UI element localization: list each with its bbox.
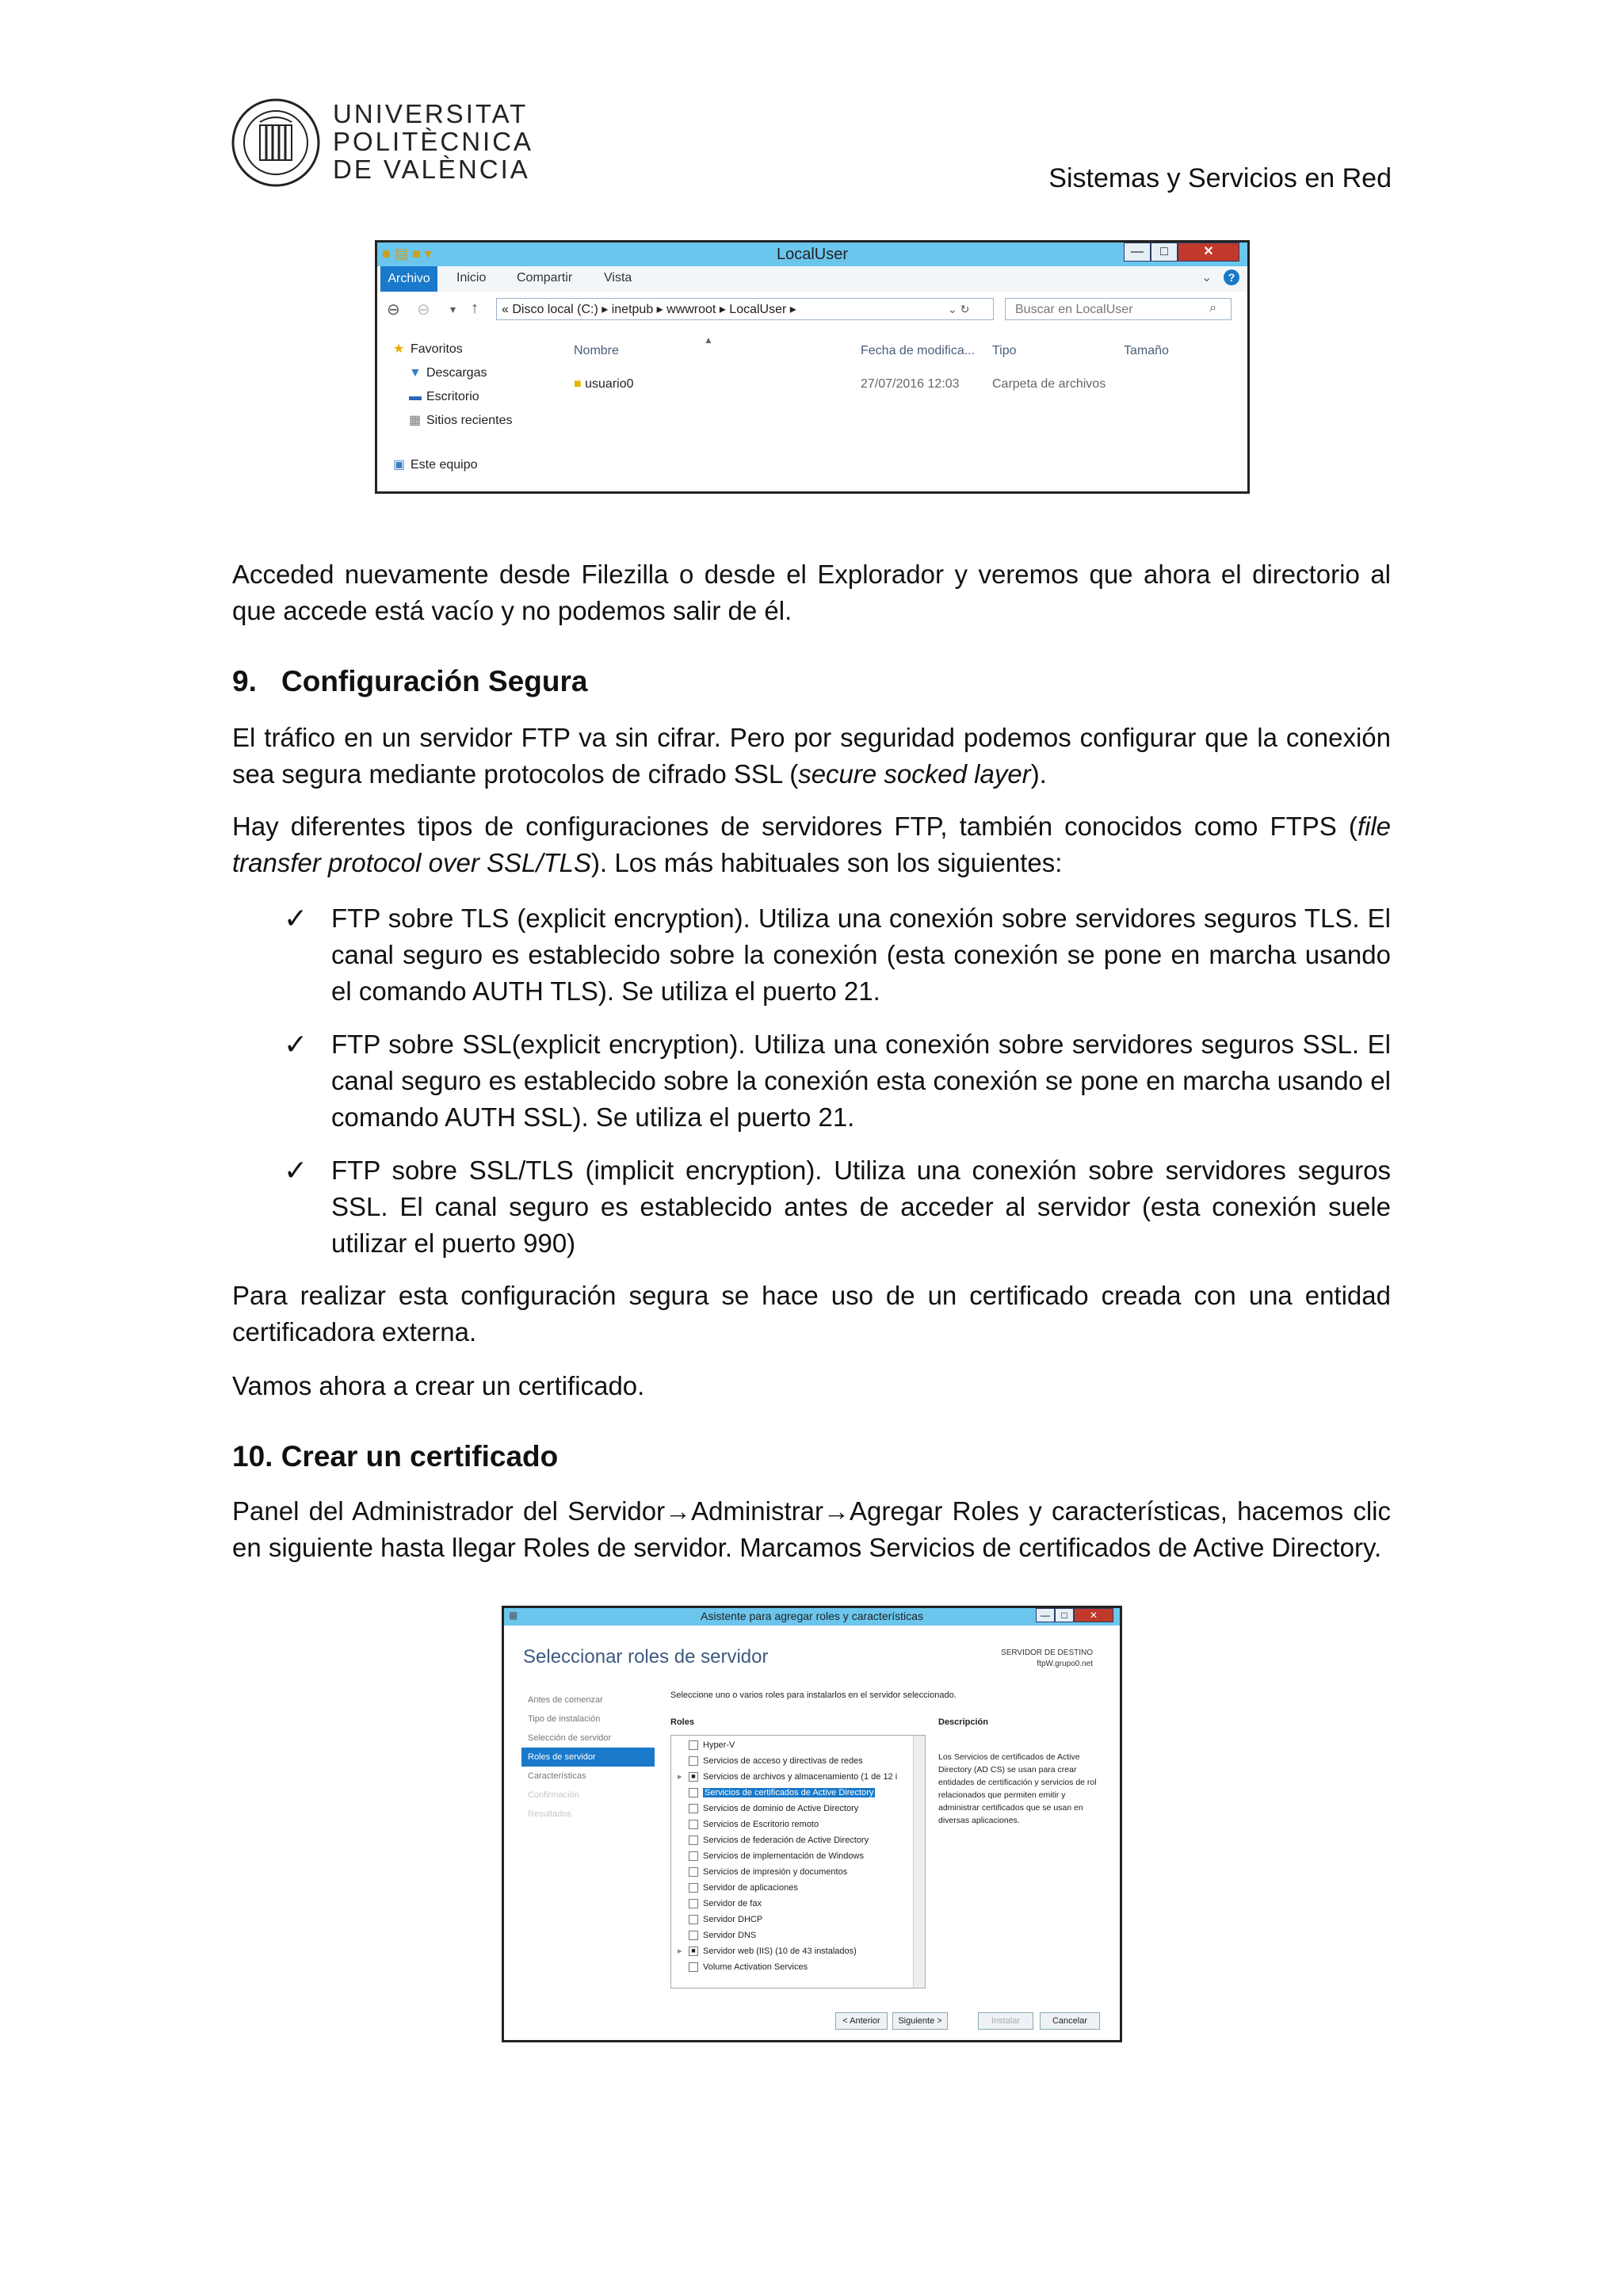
checkbox[interactable] — [689, 1740, 698, 1750]
col-fecha[interactable]: Fecha de modifica... — [861, 344, 976, 357]
role-item[interactable]: ▸ ■ Servicios de archivos y almacenamiento (1 de 12 i — [678, 1769, 897, 1785]
checkmark-icon: ✓ — [284, 1028, 308, 1060]
explorer-window-screenshot — [375, 240, 1250, 494]
checkbox[interactable] — [689, 1962, 698, 1972]
recent-locations-icon[interactable]: ▾ — [450, 303, 456, 315]
nav-este-equipo[interactable]: ▣ Este equipo — [393, 453, 513, 477]
course-title: Sistemas y Servicios en Red — [1048, 163, 1392, 193]
description-label: Descripción — [938, 1717, 988, 1727]
nav-escritorio[interactable]: ▬ Escritorio — [393, 385, 513, 409]
checkbox[interactable] — [689, 1915, 698, 1924]
role-description: Los Servicios de certificados de Active Directory (AD CS) se usan para crear entidades de certificación y servicios de rol relacionados que permiten emitir y administrar certificados que se usan en diversas aplicaciones. — [938, 1752, 1097, 1825]
tab-archivo[interactable]: Archivo — [380, 266, 437, 292]
address-row — [377, 292, 1247, 328]
paragraph-acceded: Acceded nuevamente desde Filezilla o desde el Explorador y veremos que ahora el directorio al que accede está vacío y no podemos salir de él. — [232, 560, 1391, 625]
tab-compartir[interactable]: Compartir — [517, 271, 573, 285]
minimize-icon[interactable]: — — [1124, 243, 1151, 262]
role-item[interactable]: Servidor de aplicaciones — [678, 1880, 798, 1896]
role-item[interactable]: Servicios de Escritorio remoto — [678, 1817, 819, 1832]
checkmark-icon: ✓ — [284, 902, 308, 934]
role-item[interactable]: Servidor DNS — [678, 1927, 756, 1943]
forward-icon[interactable]: ⊖ — [417, 301, 430, 319]
explorer-title: LocalUser — [776, 246, 849, 263]
list-item: ✓ FTP sobre SSL/TLS (implicit encryption). Utiliza una conexión sobre servidores seguros SSL. El canal seguro es establecido antes de acceder al servidor (esta conexión suele utilizar el puerto 990) — [284, 1154, 1391, 1258]
role-item[interactable]: Servicios de dominio de Active Directory — [678, 1801, 858, 1817]
paragraph-vamos: Vamos ahora a crear un certificado. — [232, 1371, 645, 1400]
desktop-icon: ▬ — [409, 390, 422, 403]
role-item[interactable]: Volume Activation Services — [678, 1959, 808, 1975]
help-icon[interactable]: ? — [1224, 269, 1239, 285]
checkbox[interactable] — [689, 1836, 698, 1845]
recent-places-icon: ▦ — [409, 414, 422, 427]
nav-sitios-recientes[interactable]: ▦ Sitios recientes — [393, 409, 513, 433]
role-item[interactable]: Servidor de fax — [678, 1896, 762, 1912]
checkbox[interactable] — [689, 1899, 698, 1908]
wizard-title: Asistente para agregar roles y características — [701, 1610, 923, 1622]
explorer-titlebar — [377, 243, 1247, 266]
checkbox[interactable] — [689, 1820, 698, 1829]
checkbox[interactable] — [689, 1931, 698, 1940]
checkbox[interactable] — [689, 1867, 698, 1877]
role-item[interactable]: Hyper-V — [678, 1737, 735, 1753]
wizard-steps — [521, 1690, 655, 1824]
cancelar-button[interactable]: Cancelar — [1040, 2012, 1100, 2030]
step-caracteristicas[interactable]: Características — [528, 1771, 586, 1781]
search-icon[interactable]: ⌕ — [1209, 301, 1216, 315]
checkbox-checked[interactable]: ■ — [689, 1946, 698, 1956]
wizard-app-icon: ▦ — [509, 1610, 518, 1621]
close-icon[interactable]: ✕ — [1178, 243, 1239, 262]
siguiente-button[interactable]: Siguiente > — [892, 2012, 948, 2030]
col-tamano[interactable]: Tamaño — [1124, 344, 1169, 357]
role-item[interactable]: Servicios de implementación de Windows — [678, 1848, 864, 1864]
tab-inicio[interactable]: Inicio — [456, 271, 487, 285]
step-roles-servidor[interactable]: Roles de servidor — [521, 1748, 655, 1767]
search-input[interactable]: Buscar en LocalUser — [1005, 298, 1232, 320]
nav-descargas[interactable]: ▼ Descargas — [393, 361, 513, 385]
step-seleccion-servidor[interactable]: Selección de servidor — [528, 1733, 612, 1743]
file-row-date: 27/07/2016 12:03 — [861, 377, 960, 391]
maximize-icon[interactable]: □ — [1151, 243, 1178, 262]
roles-list[interactable] — [670, 1735, 926, 1988]
instalar-button[interactable]: Instalar — [978, 2012, 1033, 2030]
maximize-icon[interactable]: □ — [1055, 1608, 1074, 1622]
checkmark-icon: ✓ — [284, 1154, 308, 1186]
paragraph-trafico: El tráfico en un servidor FTP va sin cifrar. Pero por seguridad podemos configurar que la conexión sea segura mediante protocolos de cifrado SSL (secure socked layer). — [232, 723, 1391, 789]
back-icon[interactable]: ⊖ — [387, 301, 400, 319]
checkbox[interactable] — [689, 1851, 698, 1861]
expand-icon[interactable]: ▸ — [678, 1772, 682, 1782]
expand-icon[interactable]: ▸ — [678, 1946, 682, 1956]
ribbon — [377, 266, 1247, 292]
destination-server: SERVIDOR DE DESTINO ftpW.grupo0.net — [1001, 1648, 1093, 1668]
upv-seal-logo — [231, 98, 320, 187]
navigation-pane — [393, 338, 513, 477]
nav-favoritos[interactable]: ★ Favoritos — [393, 338, 513, 361]
computer-icon: ▣ — [393, 458, 406, 472]
folder-icon: ■ — [574, 377, 582, 391]
role-item-selected[interactable]: Servicios de certificados de Active Directory — [678, 1785, 875, 1801]
anterior-button[interactable]: < Anterior — [835, 2012, 888, 2030]
refresh-icon[interactable]: ⌄ ↻ — [948, 303, 970, 315]
checkbox[interactable] — [689, 1804, 698, 1813]
checkbox[interactable] — [689, 1756, 698, 1766]
quick-access-icon: ■ ▤ ■ ▾ — [382, 246, 432, 262]
section-9-heading: 9. Configuración Segura — [232, 665, 588, 697]
role-item[interactable]: Servicios de impresión y documentos — [678, 1864, 847, 1880]
checkbox[interactable] — [689, 1788, 698, 1797]
arrow-icon: → — [823, 1496, 850, 1526]
wizard-titlebar — [504, 1608, 1120, 1626]
sort-arrow-icon: ▲ — [704, 334, 713, 346]
step-antes-de-comenzar[interactable]: Antes de comenzar — [528, 1695, 603, 1705]
checkbox[interactable] — [689, 1883, 698, 1893]
university-name: UNIVERSITAT POLITÈCNICA DE VALÈNCIA — [333, 99, 534, 184]
col-nombre[interactable]: Nombre — [574, 344, 619, 357]
paragraph-panel: Panel del Administrador del Servidor→Administrar→Agregar Roles y características, hacemos clic en siguiente hasta llegar Roles de servidor. Marcamos Servicios de certificados de Active Directory. — [232, 1496, 1391, 1562]
checkbox-checked[interactable]: ■ — [689, 1772, 698, 1782]
file-row-type: Carpeta de archivos — [992, 377, 1106, 391]
chevron-down-icon[interactable]: ⌄ — [1201, 271, 1212, 285]
list-item: ✓ FTP sobre TLS (explicit encryption). Utiliza una conexión sobre servidores seguros TLS. El canal seguro es establecido sobre la conexión (esta conexión se pone en marcha usando el comando AUTH TLS). Se utiliza el puerto 21. — [284, 902, 1391, 1006]
roles-wizard-screenshot — [502, 1606, 1122, 2042]
up-icon[interactable]: ↑ — [471, 300, 479, 317]
star-icon: ★ — [393, 342, 405, 356]
paragraph-certificado: Para realizar esta configuración segura se hace uso de un certificado creada con una entidad certificadora externa. — [232, 1281, 1391, 1347]
role-item[interactable]: Servidor DHCP — [678, 1912, 762, 1927]
step-resultados: Resultados — [528, 1809, 572, 1819]
list-item: ✓ FTP sobre SSL(explicit encryption). Utiliza una conexión sobre servidores seguros SSL. El canal seguro es establecido sobre la conexión esta conexión se pone en marcha usando el comando AUTH SSL). Se utiliza el puerto 21. — [284, 1028, 1391, 1132]
roles-label: Roles — [670, 1717, 694, 1727]
step-tipo-instalacion[interactable]: Tipo de instalación — [528, 1714, 601, 1724]
role-item[interactable]: Servicios de acceso y directivas de redes — [678, 1753, 863, 1769]
wizard-instruction: Seleccione uno o varios roles para instalarlos en el servidor seleccionado. — [670, 1690, 957, 1700]
role-item[interactable]: ▸ ■ Servidor web (IIS) (10 de 43 instalados) — [678, 1943, 857, 1959]
close-icon[interactable]: ✕ — [1074, 1608, 1113, 1622]
tab-vista[interactable]: Vista — [604, 271, 632, 285]
downloads-icon: ▼ — [409, 366, 422, 380]
paragraph-tipos: Hay diferentes tipos de configuraciones de servidores FTP, también conocidos como FTPS (file transfer protocol over SSL/TLS). Los más habituales son los siguientes: — [232, 812, 1391, 877]
wizard-heading: Seleccionar roles de servidor — [523, 1646, 769, 1668]
role-item[interactable]: Servicios de federación de Active Directory — [678, 1832, 869, 1848]
col-tipo[interactable]: Tipo — [992, 344, 1017, 357]
section-10-heading: 10. Crear un certificado — [232, 1440, 559, 1473]
file-row-name[interactable]: ■ usuario0 — [574, 377, 634, 391]
minimize-icon[interactable]: — — [1036, 1608, 1055, 1622]
address-bar[interactable]: « Disco local (C:) ▸ inetpub ▸ wwwroot ▸ LocalUser ▸ — [496, 298, 994, 320]
arrow-icon: → — [665, 1496, 692, 1526]
roles-scrollbar[interactable] — [913, 1736, 925, 1988]
step-confirmacion: Confirmación — [528, 1790, 579, 1800]
